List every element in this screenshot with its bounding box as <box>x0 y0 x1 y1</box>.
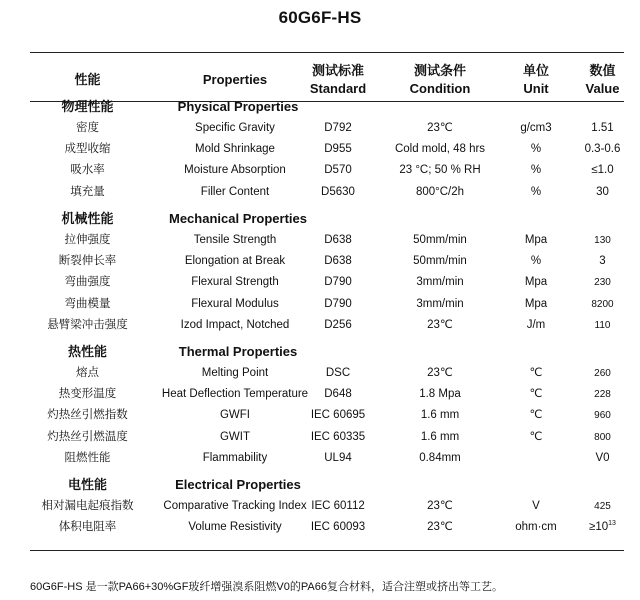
value-exponent: 13 <box>608 520 616 528</box>
test-condition: 23℃ <box>427 318 453 331</box>
value-text: 30 <box>596 185 609 198</box>
test-standard: D5630 <box>321 185 355 198</box>
property-name-cn: 弯曲模量 <box>64 297 111 310</box>
test-condition: 23℃ <box>427 521 453 534</box>
table-row <box>30 427 624 448</box>
table-row <box>30 315 624 336</box>
table-row <box>30 182 624 203</box>
property-value <box>565 251 640 272</box>
section-title-cn: 机械性能 <box>61 211 114 226</box>
test-condition: 1.6 mm <box>420 430 460 443</box>
value-text: 130 <box>594 235 611 246</box>
unit: Mpa <box>524 276 548 289</box>
property-value <box>565 363 640 384</box>
unit: ℃ <box>529 388 543 401</box>
property-name-en: GWFI <box>219 409 251 422</box>
section-header <box>30 208 624 229</box>
property-name-en: Flexural Modulus <box>191 297 279 310</box>
property-name-cn: 断裂伸长率 <box>58 255 117 268</box>
test-standard: IEC 60695 <box>310 409 366 422</box>
property-value <box>565 160 640 181</box>
unit: Mpa <box>524 234 548 246</box>
section-title-en: Physical Properties <box>177 99 299 114</box>
unit: % <box>530 185 542 198</box>
test-standard: D955 <box>324 143 352 156</box>
table-row <box>30 363 624 384</box>
property-name-cn: 热变形温度 <box>58 388 117 401</box>
test-standard: D638 <box>324 255 352 268</box>
property-value <box>565 384 640 405</box>
property-value <box>565 496 640 517</box>
property-name-en: Filler Content <box>200 185 270 198</box>
header-col5-en: Value <box>585 81 620 96</box>
section-title-en: Electrical Properties <box>175 477 301 492</box>
test-condition: 800°C/2h <box>415 185 465 198</box>
property-name-cn: 灼热丝引燃温度 <box>47 430 128 443</box>
property-value <box>565 517 640 538</box>
table-row <box>30 230 624 251</box>
value-text: V0 <box>595 451 610 464</box>
test-standard: D570 <box>324 164 352 177</box>
test-condition: 1.6 mm <box>420 409 460 422</box>
test-standard: IEC 60112 <box>311 500 365 512</box>
header-col4-en: Unit <box>523 81 549 96</box>
property-name-cn: 弯曲强度 <box>64 276 111 289</box>
section-header <box>30 474 624 495</box>
test-condition: 50mm/min <box>413 255 467 268</box>
table-row <box>30 384 624 405</box>
value-text: 8200 <box>591 298 614 310</box>
product-note: 60G6F-HS 是一款PA66+30%GF玻纤增强溴系阻燃V0的PA66复合材料，适合注塑或挤出等工艺。 <box>30 581 503 593</box>
value-text: 228 <box>594 389 611 401</box>
property-value <box>565 294 640 315</box>
test-condition: 3mm/min <box>416 297 464 310</box>
test-condition: 50mm/min <box>413 234 467 246</box>
table-row <box>30 251 624 272</box>
value-text: 260 <box>594 368 611 379</box>
property-name-en: Melting Point <box>201 367 269 379</box>
table-row <box>30 139 624 160</box>
property-name-cn: 成型收缩 <box>64 143 111 156</box>
unit: % <box>530 164 542 177</box>
value-text: 3 <box>599 255 606 268</box>
section-title-en: Thermal Properties <box>178 344 298 359</box>
test-standard: D790 <box>324 276 352 289</box>
section-title-cn: 热性能 <box>67 344 107 359</box>
test-condition: 0.84mm <box>419 451 461 464</box>
test-condition: 23 °C; 50 % RH <box>399 164 481 177</box>
test-condition: 23℃ <box>427 122 453 134</box>
document-title: 60G6F-HS <box>278 8 362 27</box>
property-value <box>565 448 640 469</box>
test-condition: Cold mold, 48 hrs <box>394 143 486 156</box>
table-header <box>30 60 624 100</box>
header-col3-cn: 测试条件 <box>413 63 466 78</box>
unit: ohm·cm <box>515 521 557 534</box>
header-col-condition <box>385 60 495 100</box>
header-col1-label: Properties <box>202 72 268 87</box>
property-value <box>565 427 640 448</box>
header-col-value <box>565 60 640 100</box>
unit: ℃ <box>529 409 543 422</box>
unit: ℃ <box>529 367 543 379</box>
property-name-cn: 熔点 <box>76 367 99 379</box>
property-value <box>565 315 640 336</box>
property-name-en: Elongation at Break <box>184 255 286 268</box>
value-text: 960 <box>594 410 611 422</box>
header-col-property-cn <box>30 60 145 100</box>
property-name-en: Specific Gravity <box>195 122 275 134</box>
property-value <box>565 139 640 160</box>
unit: g/cm3 <box>520 122 552 134</box>
test-condition: 3mm/min <box>416 276 464 289</box>
property-value <box>565 405 640 426</box>
test-standard: D790 <box>324 297 352 310</box>
table-row <box>30 496 624 517</box>
table-row <box>30 294 624 315</box>
property-name-en: Volume Resistivity <box>188 521 282 534</box>
unit: % <box>530 143 542 156</box>
header-col4-cn: 单位 <box>522 63 549 78</box>
header-col5-cn: 数值 <box>589 63 616 78</box>
table-row <box>30 448 624 469</box>
bottom-rule <box>30 550 624 551</box>
property-name-cn: 灼热丝引燃指数 <box>47 409 128 422</box>
property-name-en: Tensile Strength <box>193 234 277 246</box>
property-name-en: Heat Deflection Temperature <box>161 388 309 401</box>
property-name-en: Flexural Strength <box>191 276 279 289</box>
value-text: 425 <box>594 501 611 512</box>
property-value <box>565 230 640 251</box>
table-row <box>30 272 624 293</box>
table-row <box>30 118 624 139</box>
test-standard: D638 <box>324 234 352 246</box>
top-rule <box>30 52 624 53</box>
property-value <box>565 118 640 139</box>
unit: Mpa <box>524 297 548 310</box>
unit: % <box>530 255 542 268</box>
property-name-cn: 吸水率 <box>70 164 105 177</box>
table-row <box>30 405 624 426</box>
value-text: 1.51 <box>591 122 614 134</box>
test-condition: 23℃ <box>427 500 453 512</box>
value-text: 110 <box>594 319 611 331</box>
property-name-en: Mold Shrinkage <box>195 143 275 156</box>
table-row <box>30 160 624 181</box>
property-value <box>565 272 640 293</box>
unit: V <box>532 500 540 512</box>
section-header <box>30 341 624 362</box>
value-text: 800 <box>594 431 611 443</box>
property-name-cn: 阻燃性能 <box>64 451 111 464</box>
value-text: ≥10 <box>589 521 609 534</box>
test-standard: D648 <box>324 388 352 401</box>
section-header <box>30 96 624 117</box>
property-name-en: GWIT <box>219 430 251 443</box>
property-name-cn: 填充量 <box>70 185 105 198</box>
unit: J/m <box>526 318 546 331</box>
test-standard: IEC 60093 <box>310 521 366 534</box>
value-text: 0.3-0.6 <box>584 143 621 156</box>
test-condition: 23℃ <box>427 367 453 379</box>
section-title-cn: 物理性能 <box>61 99 114 114</box>
property-name-cn: 拉伸强度 <box>64 234 111 246</box>
test-standard: IEC 60335 <box>310 430 366 443</box>
property-name-en: Flammability <box>202 451 268 464</box>
property-name-en: Moisture Absorption <box>184 164 286 177</box>
header-col2-cn: 测试标准 <box>311 63 364 78</box>
test-standard: D792 <box>324 122 352 134</box>
property-name-cn: 相对漏电起痕指数 <box>41 500 134 512</box>
section-title-cn: 电性能 <box>67 477 107 492</box>
value-text: ≤1.0 <box>591 164 614 177</box>
unit: ℃ <box>529 430 543 443</box>
property-name-cn: 体积电阻率 <box>58 521 117 534</box>
property-name-en: Comparative Tracking Index <box>163 500 307 512</box>
property-name-en: Izod Impact, Notched <box>180 318 290 331</box>
header-col3-en: Condition <box>409 81 471 96</box>
property-name-cn: 悬臂梁冲击强度 <box>47 318 128 331</box>
property-name-cn: 密度 <box>76 122 99 134</box>
test-standard: UL94 <box>324 451 352 464</box>
header-col0-label: 性能 <box>74 72 101 87</box>
value-text: 230 <box>594 277 611 289</box>
table-row <box>30 517 624 538</box>
test-standard: DSC <box>325 367 351 379</box>
header-col-standard <box>288 60 388 100</box>
property-value <box>565 182 640 203</box>
test-condition: 1.8 Mpa <box>419 388 461 401</box>
header-col2-en: Standard <box>309 81 367 96</box>
section-title-en: Mechanical Properties <box>169 211 307 226</box>
test-standard: D256 <box>324 318 352 331</box>
